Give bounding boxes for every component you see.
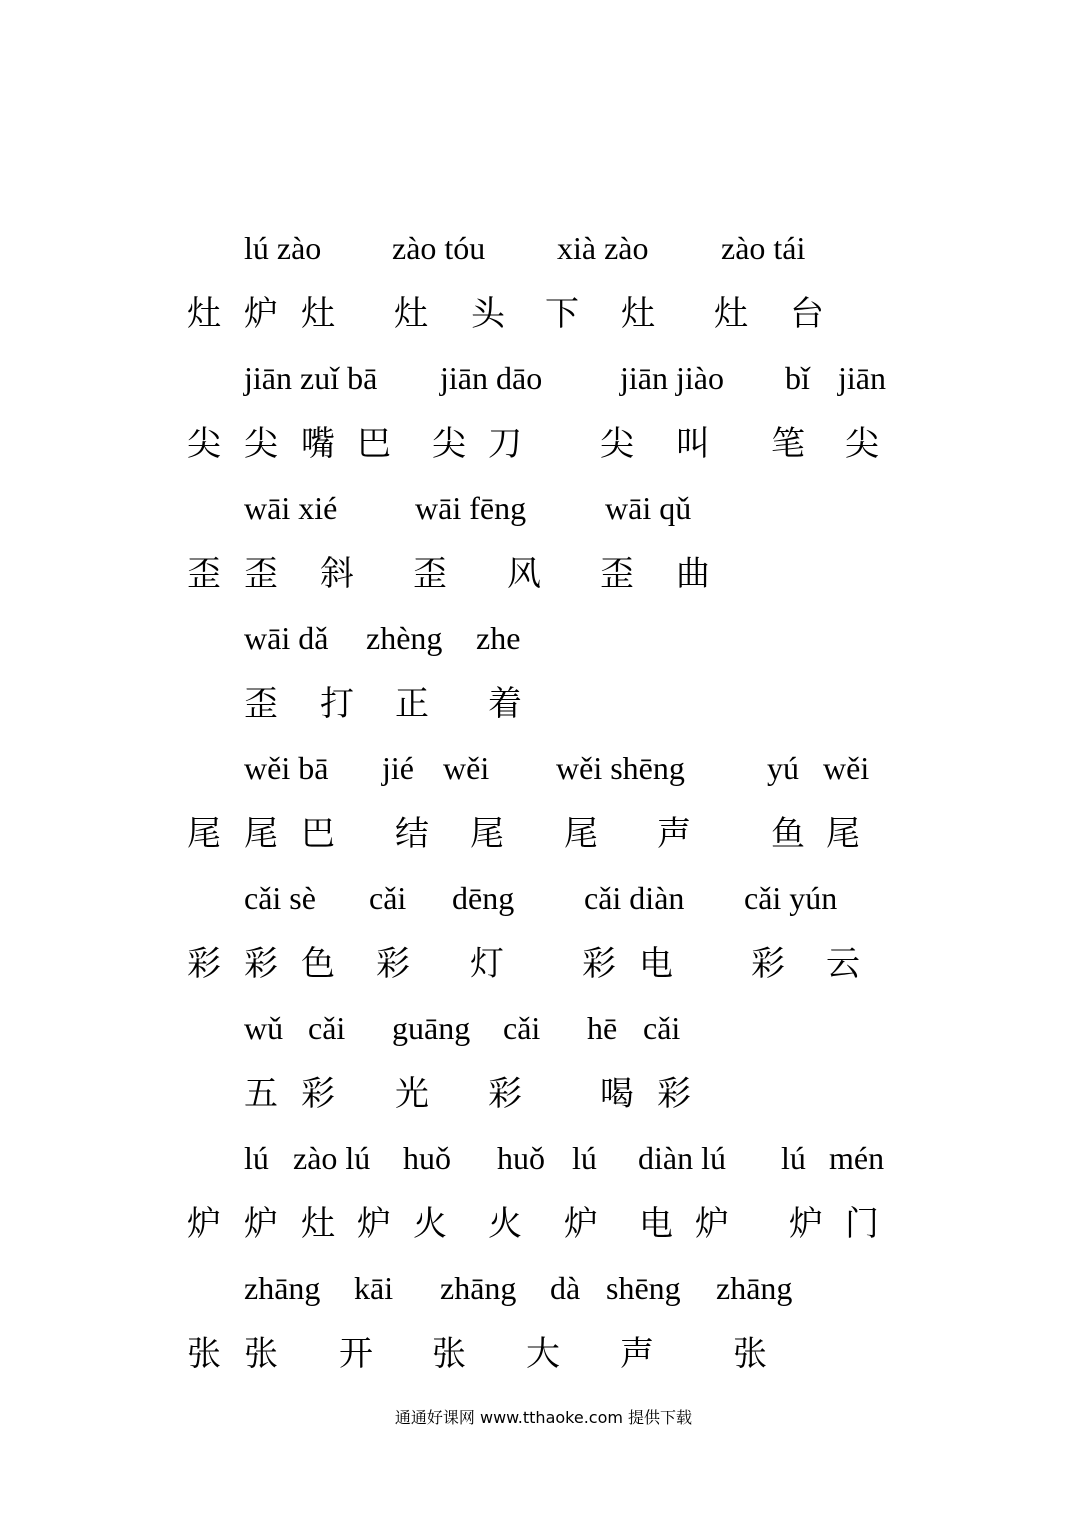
hanzi-character: 着	[488, 684, 522, 724]
hanzi-character: 开	[339, 1334, 373, 1374]
hanzi-character: 尾	[826, 814, 860, 854]
head-character: 歪	[187, 554, 221, 594]
hanzi-character: 尾	[564, 814, 598, 854]
hanzi-character: 曲	[676, 554, 710, 594]
hanzi-character: 鱼	[771, 814, 805, 854]
pinyin-word: huǒ	[403, 1140, 451, 1176]
pinyin-word: kāi	[354, 1270, 394, 1306]
head-character: 张	[187, 1334, 221, 1374]
pinyin-word: dà	[550, 1270, 581, 1306]
hanzi-character: 灶	[301, 1204, 335, 1244]
pinyin-word: wěi	[443, 750, 490, 786]
hanzi-character: 尾	[244, 814, 278, 854]
hanzi-character: 斜	[320, 554, 354, 594]
hanzi-character: 嘴	[301, 424, 335, 464]
hanzi-character: 尖	[244, 424, 278, 464]
pinyin-word: shēng	[606, 1270, 681, 1306]
hanzi-line	[0, 422, 1087, 472]
pinyin-word: wāi qǔ	[605, 490, 692, 526]
hanzi-character: 灶	[714, 294, 748, 334]
hanzi-line	[0, 292, 1087, 342]
hanzi-character: 下	[545, 294, 579, 334]
hanzi-character: 彩	[244, 944, 278, 984]
hanzi-character: 灯	[470, 944, 504, 984]
pinyin-word: cǎi yún	[744, 880, 838, 916]
pinyin-word: wāi xié	[244, 490, 338, 526]
pinyin-line	[0, 1008, 1087, 1058]
hanzi-line	[0, 942, 1087, 992]
hanzi-character: 彩	[376, 944, 410, 984]
hanzi-character: 头	[471, 294, 505, 334]
hanzi-character: 炉	[244, 1204, 278, 1244]
hanzi-character: 彩	[488, 1074, 522, 1114]
pinyin-word: lú	[244, 1140, 269, 1176]
head-character: 灶	[187, 294, 221, 334]
hanzi-character: 电	[639, 1204, 673, 1244]
pinyin-word: wāi fēng	[415, 490, 527, 526]
pinyin-word: dēng	[452, 880, 515, 916]
pinyin-word: huǒ	[497, 1140, 545, 1176]
pinyin-word: guāng	[392, 1010, 471, 1046]
pinyin-word: cǎi diàn	[584, 880, 685, 916]
hanzi-character: 巴	[301, 814, 335, 854]
pinyin-word: wǔ	[244, 1010, 284, 1046]
hanzi-character: 灶	[621, 294, 655, 334]
head-character: 尖	[187, 424, 221, 464]
pinyin-word: zhèng	[366, 620, 443, 656]
hanzi-character: 炉	[564, 1204, 598, 1244]
hanzi-character: 尾	[470, 814, 504, 854]
hanzi-character: 光	[395, 1074, 429, 1114]
hanzi-character: 电	[639, 944, 673, 984]
hanzi-character: 张	[432, 1334, 466, 1374]
hanzi-line	[0, 1202, 1087, 1252]
footer-credit: 通通好课网 www.tthaoke.com 提供下载	[394, 1408, 693, 1427]
pinyin-word: zhāng	[716, 1270, 793, 1306]
hanzi-line	[0, 682, 1087, 732]
pinyin-word: zào lú	[293, 1140, 371, 1176]
pinyin-word: zào tóu	[392, 230, 486, 266]
pinyin-word: wěi bā	[244, 750, 329, 786]
hanzi-character: 尖	[600, 424, 634, 464]
pinyin-word: jiān zuǐ bā	[244, 360, 378, 396]
pinyin-word: hē	[587, 1010, 618, 1046]
pinyin-word: cǎi	[643, 1010, 681, 1046]
hanzi-line	[0, 812, 1087, 862]
hanzi-character: 炉	[357, 1204, 391, 1244]
hanzi-line	[0, 1072, 1087, 1122]
hanzi-character: 打	[320, 684, 354, 724]
pinyin-line	[0, 488, 1087, 538]
hanzi-character: 风	[507, 554, 541, 594]
hanzi-character: 炉	[789, 1204, 823, 1244]
hanzi-character: 灶	[394, 294, 428, 334]
hanzi-character: 大	[526, 1334, 560, 1374]
pinyin-word: wāi dǎ	[244, 620, 329, 656]
hanzi-character: 色	[301, 944, 335, 984]
hanzi-character: 歪	[600, 554, 634, 594]
hanzi-line	[0, 552, 1087, 602]
pinyin-word: diàn lú	[638, 1140, 726, 1176]
pinyin-line	[0, 1268, 1087, 1318]
pinyin-word: lú	[572, 1140, 597, 1176]
hanzi-character: 彩	[751, 944, 785, 984]
hanzi-character: 云	[826, 944, 860, 984]
pinyin-line	[0, 1138, 1087, 1188]
hanzi-character: 刀	[488, 424, 522, 464]
hanzi-character: 叫	[676, 424, 710, 464]
pinyin-word: zhāng	[244, 1270, 321, 1306]
pinyin-word: cǎi	[308, 1010, 346, 1046]
hanzi-character: 歪	[244, 554, 278, 594]
pinyin-line	[0, 748, 1087, 798]
pinyin-line	[0, 358, 1087, 408]
hanzi-character: 火	[413, 1204, 447, 1244]
hanzi-character: 彩	[301, 1074, 335, 1114]
hanzi-character: 张	[733, 1334, 767, 1374]
hanzi-line	[0, 1332, 1087, 1382]
pinyin-line	[0, 228, 1087, 278]
hanzi-character: 声	[620, 1334, 654, 1374]
pinyin-word: zhāng	[440, 1270, 517, 1306]
pinyin-line	[0, 878, 1087, 928]
hanzi-character: 巴	[357, 424, 391, 464]
hanzi-character: 歪	[244, 684, 278, 724]
hanzi-character: 火	[488, 1204, 522, 1244]
hanzi-character: 张	[244, 1334, 278, 1374]
hanzi-character: 笔	[771, 424, 805, 464]
pinyin-word: cǎi	[369, 880, 407, 916]
head-character: 炉	[187, 1204, 221, 1244]
pinyin-word: lú zào	[244, 230, 322, 266]
pinyin-word: zào tái	[721, 230, 806, 266]
pinyin-word: wěi	[823, 750, 870, 786]
pinyin-word: cǎi	[503, 1010, 541, 1046]
pinyin-word: jié	[382, 750, 414, 786]
pinyin-word: jiān	[838, 360, 886, 396]
hanzi-character: 彩	[582, 944, 616, 984]
pinyin-line	[0, 618, 1087, 668]
pinyin-word: mén	[829, 1140, 885, 1176]
pinyin-word: xià zào	[557, 230, 649, 266]
hanzi-character: 歪	[413, 554, 447, 594]
hanzi-character: 声	[657, 814, 691, 854]
hanzi-character: 喝	[600, 1074, 634, 1114]
pinyin-word: bǐ	[785, 360, 810, 396]
hanzi-character: 彩	[657, 1074, 691, 1114]
hanzi-character: 炉	[695, 1204, 729, 1244]
pinyin-word: jiān dāo	[440, 360, 543, 396]
pinyin-word: jiān jiào	[620, 360, 724, 396]
hanzi-character: 炉	[244, 294, 278, 334]
hanzi-character: 尖	[845, 424, 879, 464]
pinyin-word: lú	[781, 1140, 806, 1176]
hanzi-character: 台	[790, 294, 824, 334]
hanzi-character: 灶	[301, 294, 335, 334]
pinyin-word: zhe	[476, 620, 521, 656]
hanzi-character: 尖	[432, 424, 466, 464]
head-character: 彩	[187, 944, 221, 984]
pinyin-word: yú	[767, 750, 799, 786]
hanzi-character: 结	[395, 814, 429, 854]
head-character: 尾	[187, 814, 221, 854]
pinyin-word: cǎi sè	[244, 880, 316, 916]
hanzi-character: 正	[395, 684, 429, 724]
hanzi-character: 五	[244, 1074, 278, 1114]
pinyin-word: wěi shēng	[556, 750, 685, 786]
hanzi-character: 门	[845, 1204, 879, 1244]
